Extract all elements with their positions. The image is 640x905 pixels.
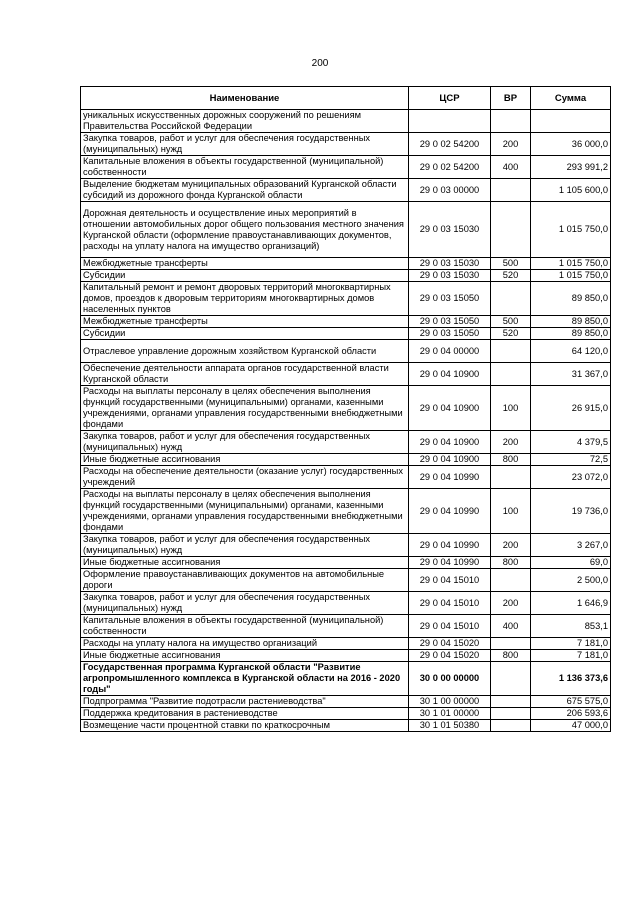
cell-sum: 23 072,0: [531, 466, 611, 489]
cell-vr: [491, 110, 531, 133]
cell-vr: [491, 363, 531, 386]
cell-sum: 89 850,0: [531, 316, 611, 328]
table-row: [81, 708, 611, 720]
cell-name: Капитальные вложения в объекты государственной (муниципальной) собственности: [81, 156, 409, 179]
cell-sum: 1 136 373,6: [531, 662, 611, 696]
page-number: 200: [311, 58, 329, 69]
cell-name: Иные бюджетные ассигнования: [81, 557, 409, 569]
cell-name: Субсидии: [81, 270, 409, 282]
cell-vr: 200: [491, 431, 531, 454]
cell-csr: 30 0 00 00000: [409, 662, 491, 696]
cell-vr: [491, 708, 531, 720]
cell-name: Дорожная деятельность и осуществление иных мероприятий в отношении автомобильных дорог общего пользования местного значения Курганской области (оформление правоустанавливающих документов, расходы на уплату налога на имущество организаций): [81, 202, 409, 258]
table-row: [81, 270, 611, 282]
cell-vr: 800: [491, 650, 531, 662]
cell-vr: 400: [491, 156, 531, 179]
header-csr: ЦСР: [409, 87, 491, 110]
table-row: [81, 386, 611, 431]
table-row: [81, 156, 611, 179]
cell-name: Государственная программа Курганской области "Развитие агропромышленного комплекса в Курганской области на 2016 - 2020 годы": [81, 662, 409, 696]
cell-csr: 29 0 03 15050: [409, 316, 491, 328]
cell-sum: 7 181,0: [531, 650, 611, 662]
cell-sum: 1 015 750,0: [531, 202, 611, 258]
table-row: [81, 328, 611, 340]
cell-name: Расходы на выплаты персоналу в целях обеспечения выполнения функций государственными (муниципальными) органами, казенными учреждениями, органами управления государственными внебюджетными фондами: [81, 386, 409, 431]
table-row: [81, 720, 611, 732]
cell-name: Выделение бюджетам муниципальных образований Курганской области субсидий из дорожного фонда Курганской области: [81, 179, 409, 202]
cell-sum: 89 850,0: [531, 328, 611, 340]
table-row: [81, 696, 611, 708]
table-row: [81, 569, 611, 592]
cell-name: Закупка товаров, работ и услуг для обеспечения государственных (муниципальных) нужд: [81, 534, 409, 557]
cell-name: Иные бюджетные ассигнования: [81, 454, 409, 466]
cell-sum: 206 593,6: [531, 708, 611, 720]
cell-csr: 29 0 04 10990: [409, 534, 491, 557]
cell-csr: 30 1 00 00000: [409, 696, 491, 708]
cell-sum: 1 015 750,0: [531, 258, 611, 270]
cell-csr: 29 0 03 15030: [409, 202, 491, 258]
cell-csr: 29 0 04 15010: [409, 569, 491, 592]
cell-name: уникальных искусственных дорожных сооружений по решениям Правительства Российской Федерации: [81, 110, 409, 133]
cell-vr: [491, 466, 531, 489]
table-row: [81, 179, 611, 202]
cell-name: Закупка товаров, работ и услуг для обеспечения государственных (муниципальных) нужд: [81, 431, 409, 454]
cell-csr: 29 0 03 00000: [409, 179, 491, 202]
cell-sum: 293 991,2: [531, 156, 611, 179]
cell-sum: 31 367,0: [531, 363, 611, 386]
cell-sum: 675 575,0: [531, 696, 611, 708]
table-row: [81, 340, 611, 363]
cell-vr: 200: [491, 592, 531, 615]
cell-csr: 29 0 04 10900: [409, 454, 491, 466]
table-row: [81, 534, 611, 557]
table-row: [81, 592, 611, 615]
header-vr: ВР: [491, 87, 531, 110]
cell-vr: [491, 662, 531, 696]
cell-vr: 800: [491, 557, 531, 569]
cell-csr: 29 0 03 15030: [409, 258, 491, 270]
cell-vr: [491, 282, 531, 316]
table-row: [81, 615, 611, 638]
cell-csr: 29 0 03 15050: [409, 328, 491, 340]
cell-csr: 29 0 02 54200: [409, 156, 491, 179]
cell-vr: 100: [491, 386, 531, 431]
cell-vr: 500: [491, 258, 531, 270]
table-row: [81, 202, 611, 258]
cell-name: Иные бюджетные ассигнования: [81, 650, 409, 662]
cell-name: Обеспечение деятельности аппарата органов государственной власти Курганской области: [81, 363, 409, 386]
cell-csr: 29 0 03 15030: [409, 270, 491, 282]
cell-csr: 29 0 04 15010: [409, 592, 491, 615]
cell-csr: [409, 110, 491, 133]
cell-sum: 1 646,9: [531, 592, 611, 615]
cell-name: Межбюджетные трансферты: [81, 316, 409, 328]
budget-table: [80, 86, 611, 732]
cell-sum: 89 850,0: [531, 282, 611, 316]
table-row: [81, 557, 611, 569]
cell-vr: 520: [491, 328, 531, 340]
table-row: [81, 133, 611, 156]
cell-csr: 29 0 03 15050: [409, 282, 491, 316]
table-row: [81, 638, 611, 650]
table-row: [81, 282, 611, 316]
cell-vr: 500: [491, 316, 531, 328]
cell-sum: [531, 110, 611, 133]
cell-csr: 29 0 04 10990: [409, 489, 491, 534]
cell-sum: 4 379,5: [531, 431, 611, 454]
cell-sum: 2 500,0: [531, 569, 611, 592]
cell-vr: 100: [491, 489, 531, 534]
cell-sum: 853,1: [531, 615, 611, 638]
cell-vr: 800: [491, 454, 531, 466]
cell-vr: [491, 569, 531, 592]
cell-csr: 29 0 04 10900: [409, 386, 491, 431]
cell-name: Поддержка кредитования в растениеводстве: [81, 708, 409, 720]
cell-sum: 7 181,0: [531, 638, 611, 650]
cell-sum: 36 000,0: [531, 133, 611, 156]
cell-sum: 1 015 750,0: [531, 270, 611, 282]
cell-sum: 26 915,0: [531, 386, 611, 431]
cell-vr: 200: [491, 534, 531, 557]
cell-vr: 400: [491, 615, 531, 638]
table-row: [81, 316, 611, 328]
cell-csr: 29 0 04 10990: [409, 466, 491, 489]
cell-csr: 29 0 04 00000: [409, 340, 491, 363]
cell-vr: [491, 638, 531, 650]
cell-vr: [491, 720, 531, 732]
cell-vr: [491, 696, 531, 708]
cell-csr: 29 0 02 54200: [409, 133, 491, 156]
cell-sum: 64 120,0: [531, 340, 611, 363]
table-row: [81, 489, 611, 534]
header-name: Наименование: [81, 87, 409, 110]
cell-name: Закупка товаров, работ и услуг для обеспечения государственных (муниципальных) нужд: [81, 133, 409, 156]
cell-name: Капитальный ремонт и ремонт дворовых территорий многоквартирных домов, проездов к дворовым территориям многоквартирных домов населенных пунктов: [81, 282, 409, 316]
table-row: [81, 650, 611, 662]
cell-name: Расходы на обеспечение деятельности (оказание услуг) государственных учреждений: [81, 466, 409, 489]
cell-csr: 29 0 04 15020: [409, 638, 491, 650]
table-row: [81, 110, 611, 133]
cell-csr: 29 0 04 15010: [409, 615, 491, 638]
cell-csr: 29 0 04 10990: [409, 557, 491, 569]
cell-vr: 200: [491, 133, 531, 156]
table-row: [81, 431, 611, 454]
cell-name: Подпрограмма "Развитие подотрасли растениеводства": [81, 696, 409, 708]
cell-name: Возмещение части процентной ставки по краткосрочным: [81, 720, 409, 732]
table-row: [81, 466, 611, 489]
cell-csr: 29 0 04 10900: [409, 431, 491, 454]
table-body: [81, 110, 611, 732]
cell-name: Межбюджетные трансферты: [81, 258, 409, 270]
cell-sum: 69,0: [531, 557, 611, 569]
cell-vr: [491, 202, 531, 258]
cell-sum: 47 000,0: [531, 720, 611, 732]
cell-sum: 3 267,0: [531, 534, 611, 557]
cell-sum: 19 736,0: [531, 489, 611, 534]
cell-name: Оформление правоустанавливающих документов на автомобильные дороги: [81, 569, 409, 592]
cell-csr: 30 1 01 50380: [409, 720, 491, 732]
cell-name: Субсидии: [81, 328, 409, 340]
table-row: [81, 454, 611, 466]
cell-csr: 29 0 04 15020: [409, 650, 491, 662]
table-header-row: [81, 87, 611, 110]
cell-name: Расходы на уплату налога на имущество организаций: [81, 638, 409, 650]
cell-sum: 1 105 600,0: [531, 179, 611, 202]
cell-csr: 29 0 04 10900: [409, 363, 491, 386]
cell-vr: [491, 179, 531, 202]
cell-name: Закупка товаров, работ и услуг для обеспечения государственных (муниципальных) нужд: [81, 592, 409, 615]
cell-name: Расходы на выплаты персоналу в целях обеспечения выполнения функций государственными (муниципальными) органами, казенными учреждениями, органами управления государственными внебюджетными фондами: [81, 489, 409, 534]
cell-csr: 30 1 01 00000: [409, 708, 491, 720]
table-row: [81, 363, 611, 386]
cell-sum: 72,5: [531, 454, 611, 466]
table-row: [81, 662, 611, 696]
cell-vr: [491, 340, 531, 363]
header-sum: Сумма: [531, 87, 611, 110]
cell-name: Капитальные вложения в объекты государственной (муниципальной) собственности: [81, 615, 409, 638]
cell-vr: 520: [491, 270, 531, 282]
table-row: [81, 258, 611, 270]
cell-name: Отраслевое управление дорожным хозяйством Курганской области: [81, 340, 409, 363]
